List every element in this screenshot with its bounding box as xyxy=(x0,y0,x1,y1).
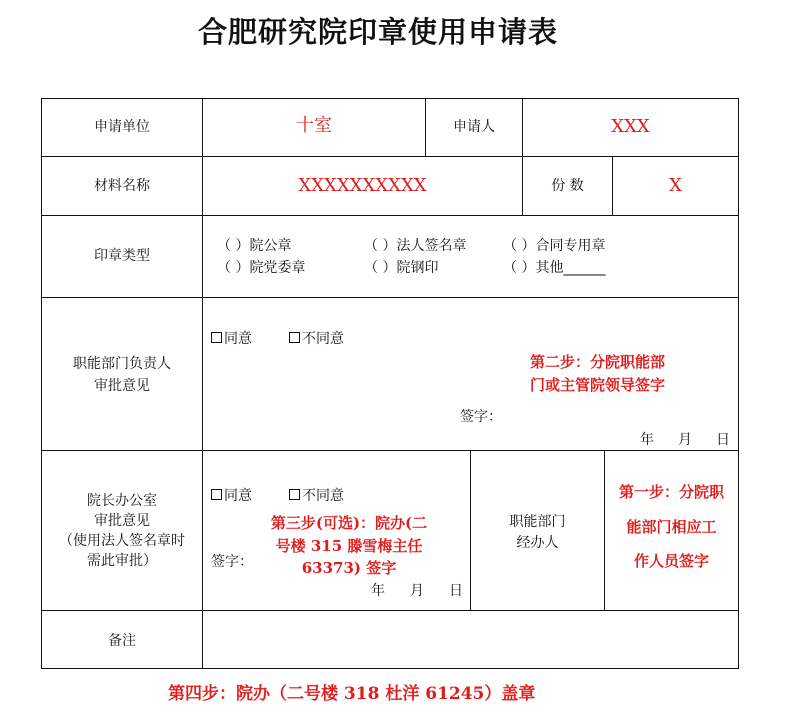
material-name-label: 材料名称 xyxy=(94,178,150,194)
disagree-label: 不同意 xyxy=(302,331,344,347)
form-title: 合肥研究院印章使用申请表 xyxy=(197,15,558,49)
remarks-label: 备注 xyxy=(108,633,136,649)
president-office-label-line4: 需此审批） xyxy=(87,553,157,569)
dept-head-date-day: 日 xyxy=(716,432,730,448)
step4-note: 第四步：院办（二号楼 318 杜洋 61245）盖章 xyxy=(168,684,536,704)
president-office-date-month: 月 xyxy=(410,583,424,599)
checkbox-icon xyxy=(211,332,222,343)
agree-label: 同意 xyxy=(224,488,252,504)
seal-type-label: 印章类型 xyxy=(94,248,150,264)
copies-label: 份 数 xyxy=(551,178,584,194)
president-office-disagree-checkbox[interactable] xyxy=(289,486,344,506)
step2-note-line1: 第二步：分院职能部 xyxy=(530,353,666,371)
president-office-agree-checkbox[interactable] xyxy=(211,486,252,506)
dept-head-label-line1: 职能部门负责人 xyxy=(73,356,171,372)
dept-head-date-month: 月 xyxy=(678,432,692,448)
president-office-label-line3: （使用法人签名章时 xyxy=(59,533,185,549)
dept-head-date-year: 年 xyxy=(640,432,654,448)
president-office-date-year: 年 xyxy=(371,583,385,599)
step1-note-line1: 第一步：分院职 xyxy=(618,483,724,501)
applicant-label: 申请人 xyxy=(453,119,495,135)
seal-option-steel-seal[interactable]: （ ）院钢印 xyxy=(364,260,439,276)
step1-note-line2: 能部门相应工 xyxy=(626,518,717,536)
step3-note-line2: 号楼 315 滕雪梅主任 xyxy=(275,537,423,555)
remarks-field[interactable] xyxy=(203,611,738,668)
president-office-label-line2: 审批意见 xyxy=(94,513,150,529)
president-office-label-line1: 院长办公室 xyxy=(87,493,157,509)
dept-handler-label-line1: 职能部门 xyxy=(509,514,566,530)
step1-note-line3: 作人员签字 xyxy=(633,552,709,570)
dept-head-disagree-checkbox[interactable] xyxy=(289,329,344,349)
checkbox-icon xyxy=(289,332,300,343)
dept-head-label-line2: 审批意见 xyxy=(94,378,150,394)
copies-value[interactable]: X xyxy=(669,175,682,196)
step3-note-line1: 第三步(可选)：院办(二 xyxy=(270,514,428,532)
step3-note-line3: 63373) 签字 xyxy=(301,559,397,577)
checkbox-icon xyxy=(289,489,300,500)
applicant-unit-value[interactable]: 十室 xyxy=(296,115,332,136)
applicant-unit-label: 申请单位 xyxy=(94,119,150,135)
seal-option-party-seal[interactable]: （ ）院党委章 xyxy=(217,260,306,276)
president-office-date-day: 日 xyxy=(449,583,463,599)
material-name-value[interactable]: XXXXXXXXXX xyxy=(298,175,427,196)
seal-option-institute-seal[interactable]: （ ）院公章 xyxy=(217,238,292,254)
seal-option-contract-seal[interactable]: （ ）合同专用章 xyxy=(503,238,606,254)
disagree-label: 不同意 xyxy=(302,488,344,504)
dept-head-sign-label: 签字： xyxy=(460,409,502,425)
applicant-value[interactable]: XXX xyxy=(611,116,650,137)
dept-handler-label-line2: 经办人 xyxy=(516,535,559,551)
checkbox-icon xyxy=(211,489,222,500)
seal-option-other[interactable]: （ ）其他______ xyxy=(503,260,606,276)
dept-head-agree-checkbox[interactable] xyxy=(211,329,252,349)
seal-option-legal-signature[interactable]: （ ）法人签名章 xyxy=(364,238,467,254)
president-office-sign-label: 签字： xyxy=(211,554,253,570)
step2-note-line2: 门或主管院领导签字 xyxy=(530,376,666,394)
agree-label: 同意 xyxy=(224,331,252,347)
